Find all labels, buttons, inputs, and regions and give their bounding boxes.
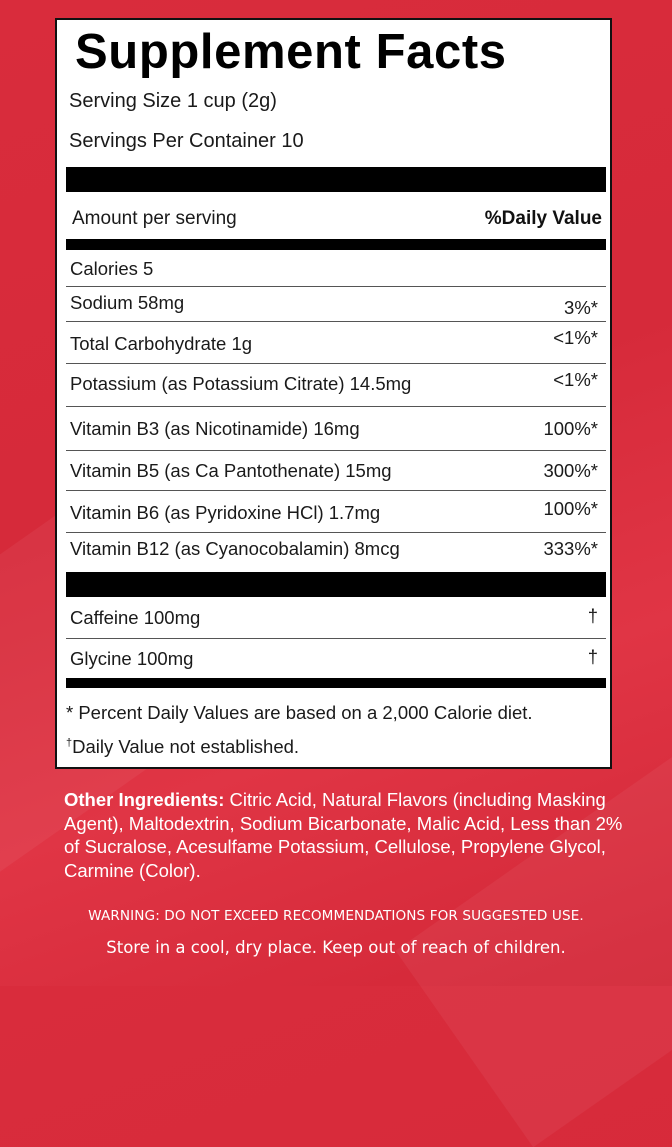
- dagger-mark: †: [66, 736, 73, 749]
- nutrient-daily-value: <1%*: [553, 369, 598, 390]
- row-divider: [66, 490, 606, 491]
- row-divider: [66, 406, 606, 407]
- thick-divider: [66, 167, 606, 192]
- nutrient-name: Potassium (as Potassium Citrate) 14.5mg: [70, 373, 412, 394]
- nutrient-daily-value: 300%*: [543, 460, 598, 481]
- nutrient-name: Vitamin B3 (as Nicotinamide) 16mg: [70, 418, 360, 439]
- nutrient-daily-value: 3%*: [564, 297, 598, 318]
- supplement-facts-panel: [55, 18, 612, 769]
- nutrient-daily-value: †: [587, 646, 598, 667]
- row-divider: [66, 638, 606, 639]
- medium-divider: [66, 239, 606, 250]
- other-ingredients-label: Other Ingredients:: [64, 789, 225, 810]
- thick-divider: [66, 572, 606, 597]
- nutrient-name: Vitamin B5 (as Ca Pantothenate) 15mg: [70, 460, 392, 481]
- servings-per-container: Servings Per Container 10: [69, 130, 304, 152]
- nutrient-daily-value: 333%*: [543, 538, 598, 559]
- nutrient-daily-value: †: [587, 605, 598, 626]
- other-ingredients: [64, 788, 624, 882]
- storage-text: Store in a cool, dry place. Keep out of reach of children.: [106, 938, 566, 957]
- nutrient-name: Vitamin B6 (as Pyridoxine HCl) 1.7mg: [70, 502, 381, 523]
- daily-value-header: %Daily Value: [484, 208, 602, 229]
- nutrient-name: Glycine 100mg: [70, 648, 194, 669]
- row-divider: [66, 450, 606, 451]
- calories: Calories 5: [70, 258, 154, 279]
- amount-per-serving: Amount per serving: [72, 208, 237, 229]
- warning-text: WARNING: DO NOT EXCEED RECOMMENDATIONS FOR SUGGESTED USE.: [88, 908, 584, 924]
- footnote-percent: * Percent Daily Values are based on a 2,000 Calorie diet.: [66, 702, 533, 723]
- nutrient-name: Sodium 58mg: [70, 292, 185, 313]
- medium-divider: [66, 678, 606, 688]
- nutrient-daily-value: 100%*: [543, 498, 598, 519]
- serving-size: Serving Size 1 cup (2g): [69, 90, 277, 112]
- label-title: Supplement Facts: [75, 25, 507, 79]
- nutrient-name: Total Carbohydrate 1g: [70, 333, 253, 354]
- row-divider: [66, 321, 606, 322]
- nutrient-name: Caffeine 100mg: [70, 607, 201, 628]
- row-divider: [66, 286, 606, 287]
- other-ingredients-text: Citric Acid, Natural Flavors (including Masking Agent), Maltodextrin, Sodium Bicarbonate, Malic Acid, Less than 2% of Sucralose, Acesulfame Potassium, Cellulose, Propylene Glycol, Carmine (Color).: [64, 789, 623, 881]
- nutrient-daily-value: <1%*: [553, 327, 598, 348]
- footnote-dagger: [66, 736, 299, 758]
- nutrient-daily-value: 100%*: [543, 418, 598, 439]
- footnote-dagger-text: Daily Value not established.: [72, 736, 300, 757]
- row-divider: [66, 363, 606, 364]
- row-divider: [66, 532, 606, 533]
- nutrient-name: Vitamin B12 (as Cyanocobalamin) 8mcg: [70, 538, 400, 559]
